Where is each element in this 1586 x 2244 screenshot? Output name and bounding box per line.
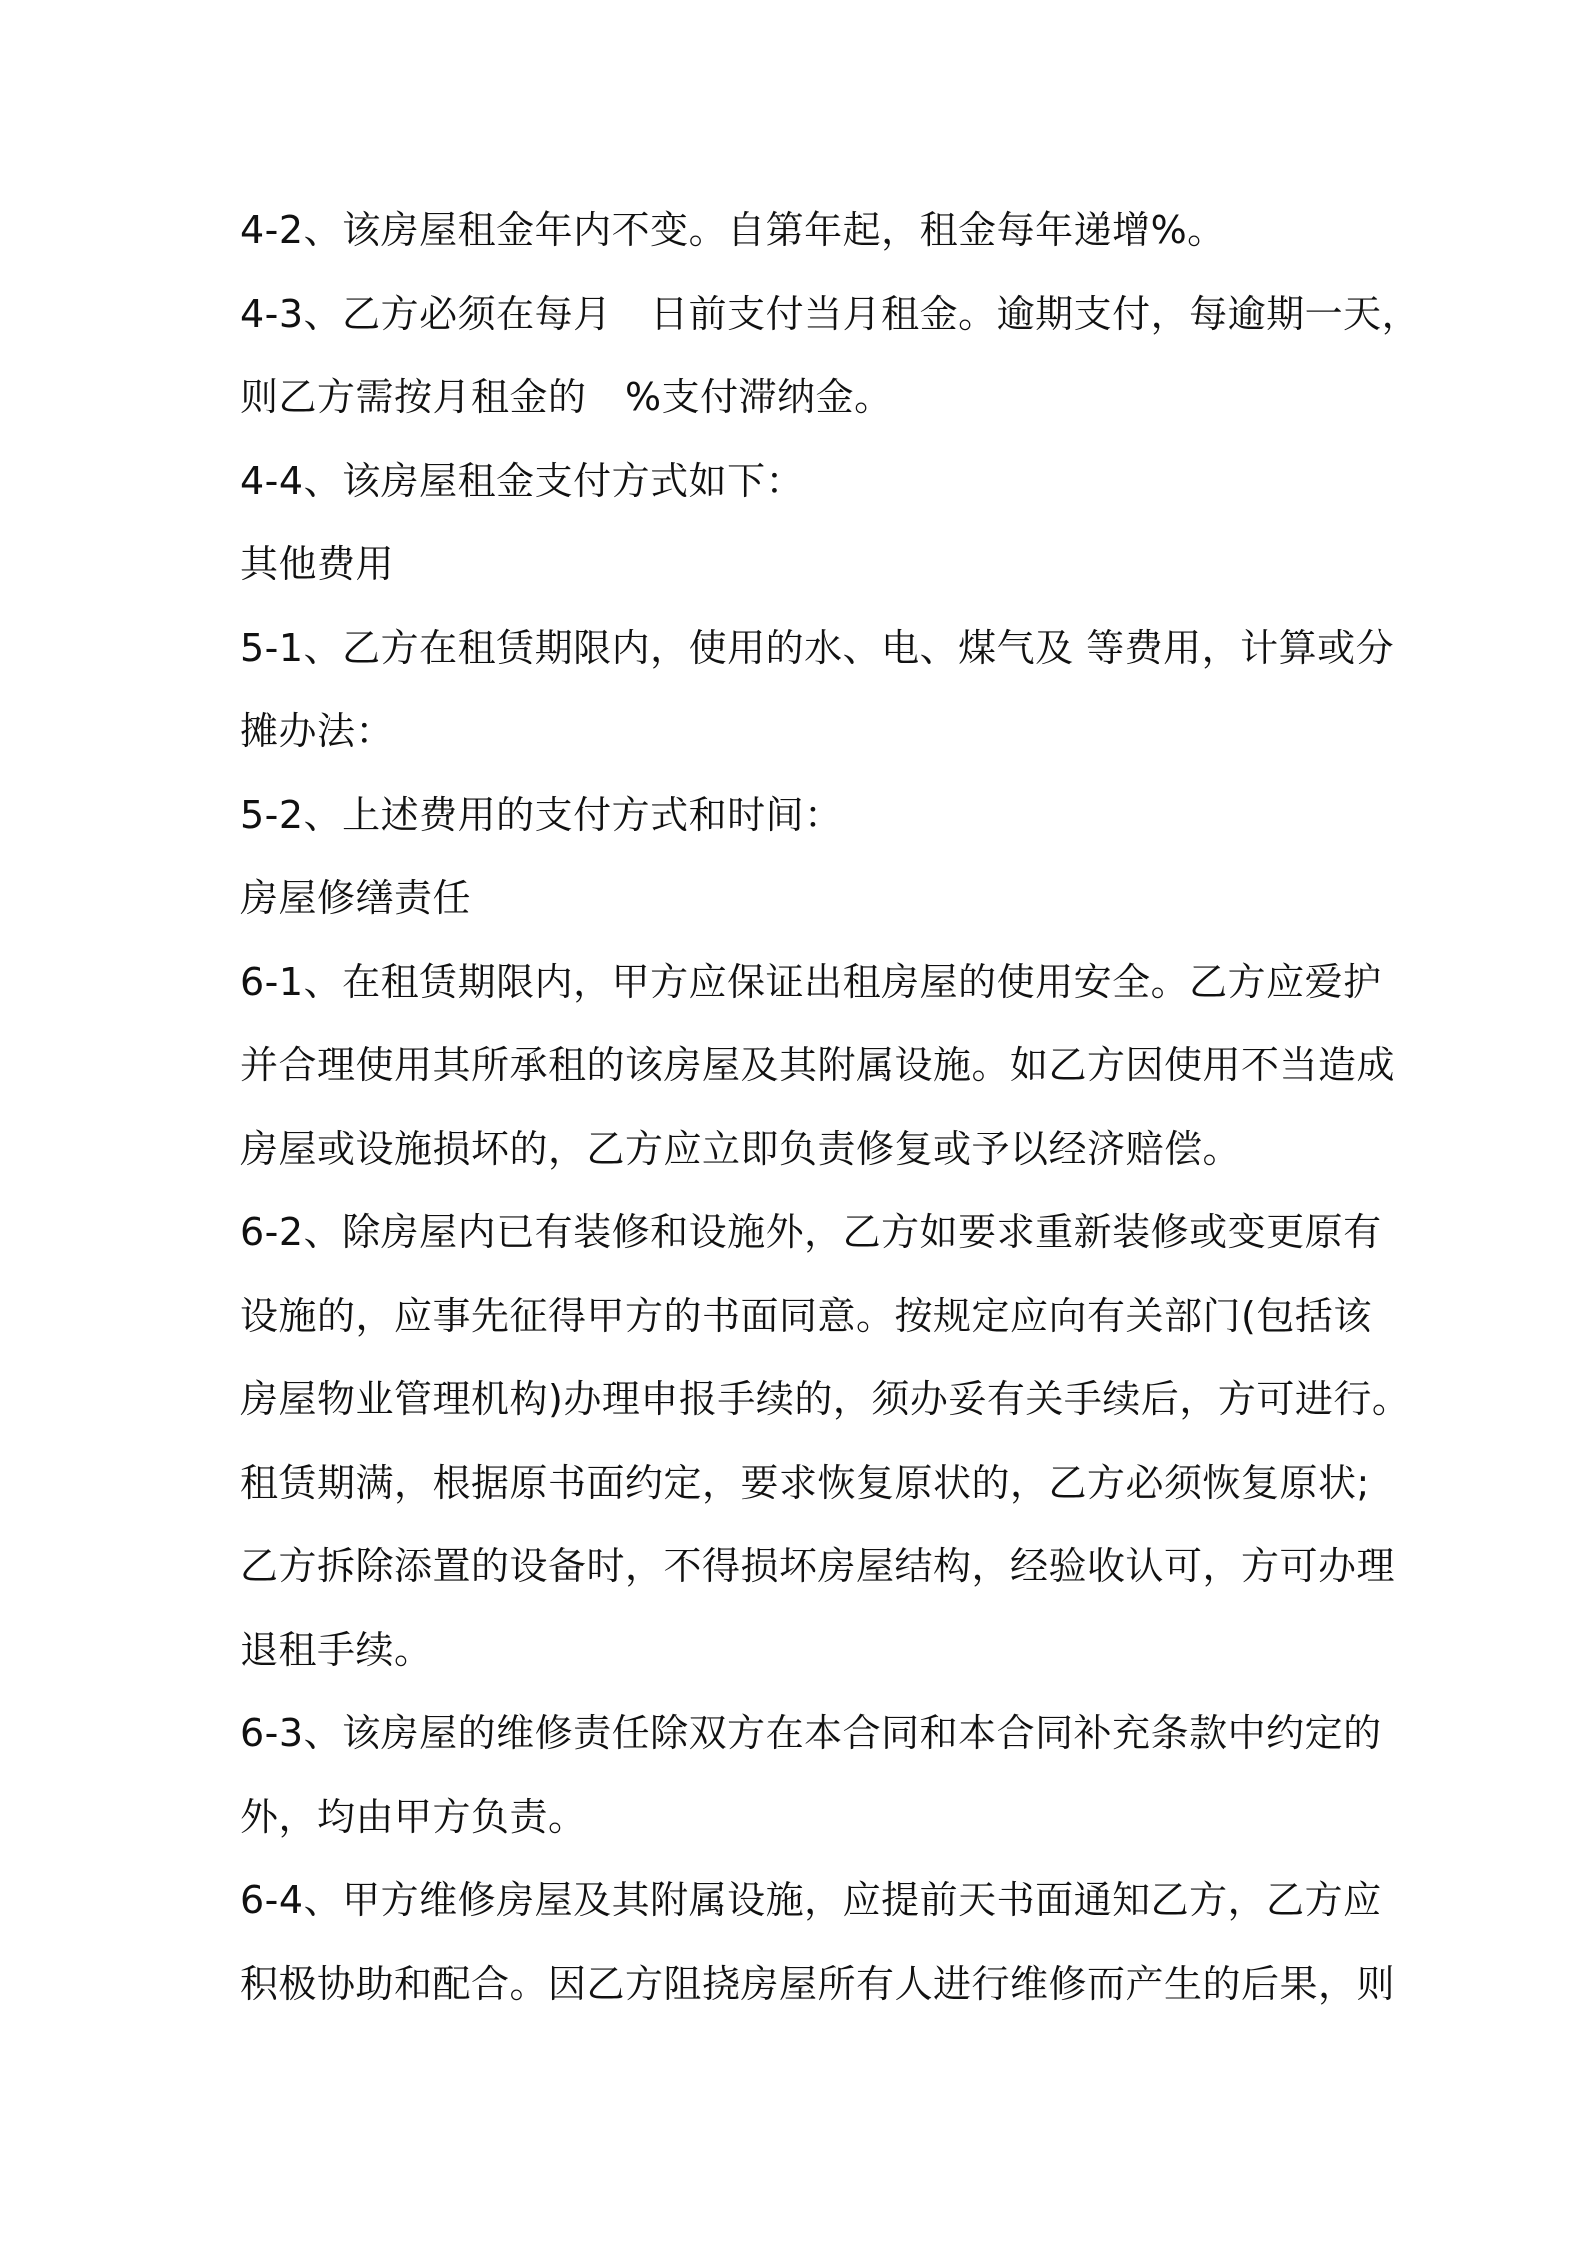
clause-6-2-line-6: 退租手续。 [240, 1628, 433, 1672]
clause-6-2-line-3: 房屋物业管理机构)办理申报手续的，须办妥有关手续后，方可进行。 [240, 1377, 1411, 1421]
clause-5-2: 5-2、上述费用的支付方式和时间： [240, 793, 843, 837]
clause-5-1-line-2: 摊办法： [240, 709, 395, 753]
clause-6-1-line-2: 并合理使用其所承租的该房屋及其附属设施。如乙方因使用不当造成 [240, 1043, 1396, 1087]
clause-4-2: 4-2、该房屋租金年内不变。自第年起，租金每年递增%。 [240, 208, 1226, 252]
clause-6-4-line-2: 积极协助和配合。因乙方阻挠房屋所有人进行维修而产生的后果，则 [240, 1962, 1396, 2006]
section-heading-other-fees: 其他费用 [240, 542, 395, 586]
clause-6-3-line-2: 外，均由甲方负责。 [240, 1795, 587, 1839]
clause-6-1-line-3: 房屋或设施损坏的，乙方应立即负责修复或予以经济赔偿。 [240, 1127, 1242, 1171]
clause-4-3-line-1: 4-3、乙方必须在每月 日前支付当月租金。逾期支付，每逾期一天， [240, 292, 1421, 336]
clause-6-3-line-1: 6-3、该房屋的维修责任除双方在本合同和本合同补充条款中约定的 [240, 1711, 1382, 1755]
clause-6-1-line-1: 6-1、在租赁期限内，甲方应保证出租房屋的使用安全。乙方应爱护 [240, 960, 1382, 1004]
clause-6-2-line-2: 设施的，应事先征得甲方的书面同意。按规定应向有关部门(包括该 [240, 1294, 1372, 1338]
section-heading-repair-responsibility: 房屋修缮责任 [240, 876, 472, 920]
clause-6-2-line-4: 租赁期满，根据原书面约定，要求恢复原状的，乙方必须恢复原状; [240, 1461, 1370, 1505]
clause-6-2-line-5: 乙方拆除添置的设备时，不得损坏房屋结构，经验收认可，方可办理 [240, 1544, 1396, 1588]
clause-4-4: 4-4、该房屋租金支付方式如下： [240, 459, 805, 503]
clause-6-2-line-1: 6-2、除房屋内已有装修和设施外，乙方如要求重新装修或变更原有 [240, 1210, 1382, 1254]
clause-6-4-line-1: 6-4、甲方维修房屋及其附属设施，应提前天书面通知乙方，乙方应 [240, 1878, 1382, 1922]
clause-5-1-line-1: 5-1、乙方在租赁期限内，使用的水、电、煤气及 等费用，计算或分 [240, 626, 1395, 670]
clause-4-3-line-2: 则乙方需按月租金的 %支付滞纳金。 [240, 375, 893, 419]
